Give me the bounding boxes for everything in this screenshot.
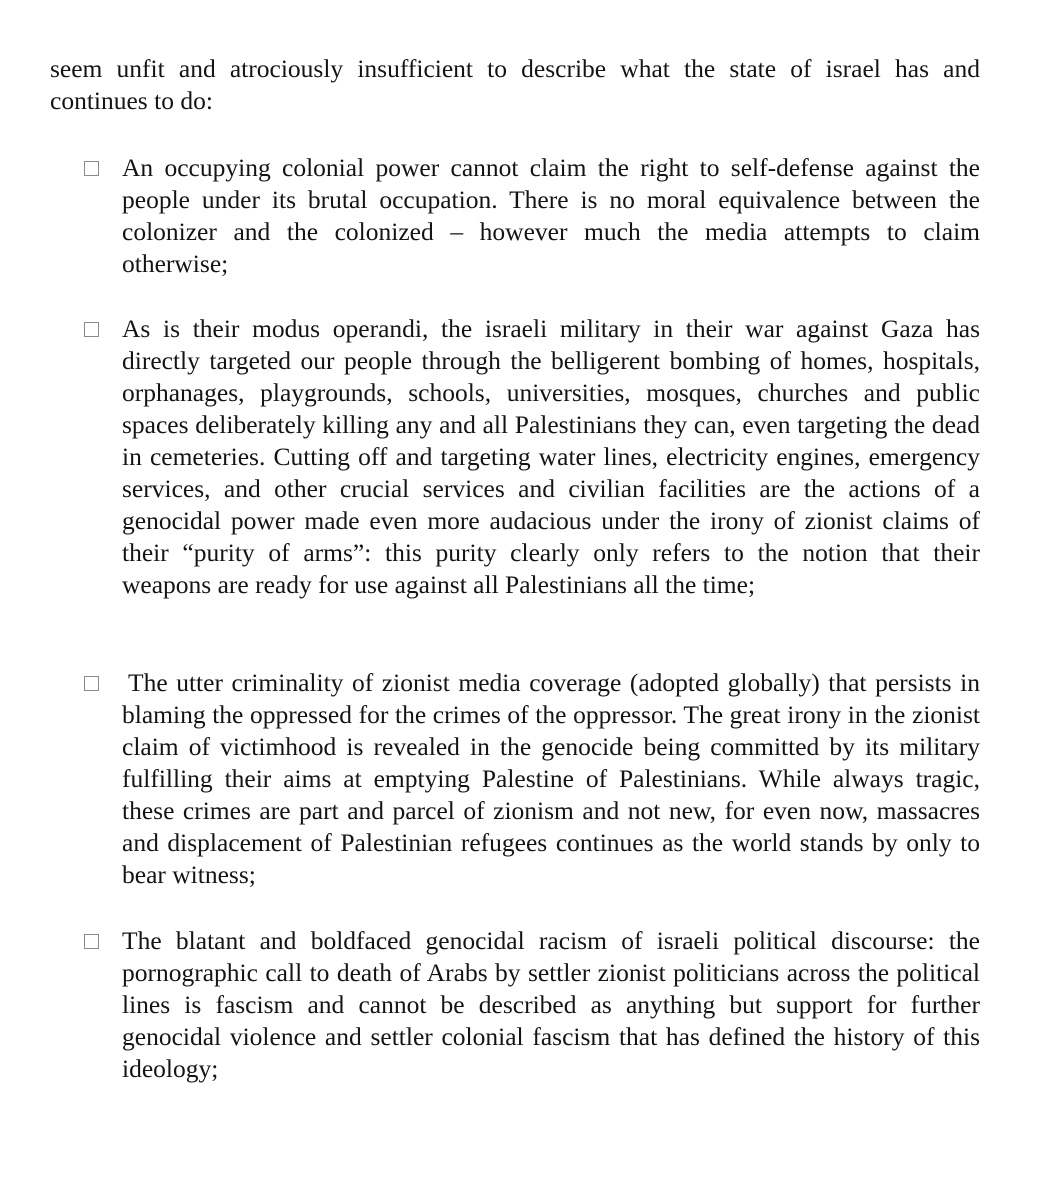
empty-checkbox-icon xyxy=(84,322,99,337)
intro-paragraph: seem unfit and atrociously insufficient to describe what the state of israel has and continues to do: xyxy=(50,54,980,115)
bullet-item xyxy=(84,667,980,891)
empty-checkbox-icon xyxy=(84,161,99,176)
bullet-text: The utter criminality of zionist media coverage (adopted globally) that persists in blaming the oppressed for the crimes of the oppressor. The great irony in the zionist claim of victimhood is revealed in the genocide being committed by its military fulfilling their aims at emptying Palestine of Palestinians. While always tragic, these crimes are part and parcel of zionism and not new, for even now, massacres and displacement of Palestinian refugees continues as the world stands by only to bear witness; xyxy=(122,668,980,889)
bullet-text: The blatant and boldfaced genocidal racism of israeli political discourse: the pornographic call to death of Arabs by settler zionist politicians across the political lines is fascism and cannot be described as anything but support for further genocidal violence and settler colonial fascism that has defined the history of this ideology; xyxy=(122,926,980,1083)
empty-checkbox-icon xyxy=(84,676,99,691)
empty-checkbox-icon xyxy=(84,934,99,949)
bullet-item xyxy=(84,152,980,280)
bullet-text: An occupying colonial power cannot claim the right to self-defense against the people under its brutal occupation. There is no moral equivalence between the colonizer and the colonized – however much the media attempts to claim otherwise; xyxy=(122,153,980,278)
bullet-text: As is their modus operandi, the israeli military in their war against Gaza has directly targeted our people through the belligerent bombing of homes, hospitals, orphanages, playgrounds, schools, universities, mosques, churches and public spaces deliberately killing any and all Palestinians they can, even targeting the dead in cemeteries. Cutting off and targeting water lines, electricity engines, emergency services, and other crucial services and civilian facilities are the actions of a genocidal power made even more audacious under the irony of zionist claims of their “purity of arms”: this purity clearly only refers to the notion that their weapons are ready for use against all Palestinians all the time; xyxy=(122,314,980,599)
bullet-item xyxy=(84,925,980,1085)
bullet-item xyxy=(84,313,980,601)
